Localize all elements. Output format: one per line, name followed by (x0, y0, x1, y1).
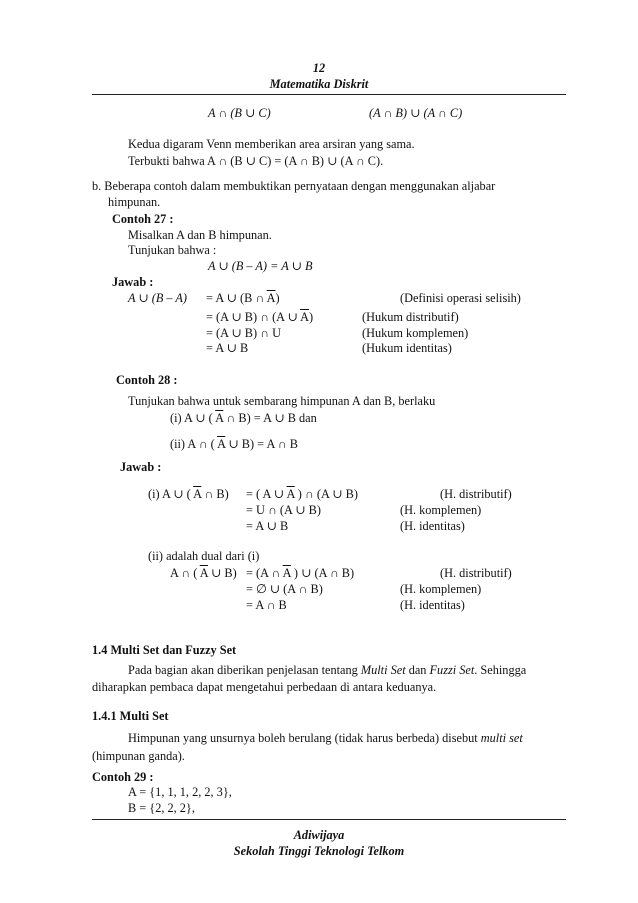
proof-28ii-step2: = ∅ ∪ (A ∩ B) (246, 582, 323, 596)
page-number: 12 (312, 61, 326, 75)
example-27-line2: Tunjukan bahwa : (128, 243, 217, 257)
footer-author: Adiwijaya (293, 828, 345, 842)
proof-28ii-step1: = (A ∩ $\overline{A}$ ) ∪ (A ∩ B) (246, 566, 355, 580)
example-28-answer-label: Jawab : (120, 460, 162, 474)
example-29-line1: A = {1, 1, 1, 2, 2, 3}, (128, 785, 232, 799)
section-1-4-heading: 1.4 Multi Set dan Fuzzy Set (92, 643, 237, 657)
section-1-4-para-line2: diharapkan pembaca dapat mengetahui perbedaan di antara keduanya. (92, 680, 437, 694)
proof-28ii-reason2: (H. komplemen) (400, 582, 482, 596)
para-venn-line2: Terbukti bahwa A ∩ (B ∪ C) = (A ∩ B) ∪ (A ∩ C). (128, 154, 384, 168)
item-b-line2: himpunan. (108, 195, 161, 209)
item-b-line1: b. Beberapa contoh dalam membuktikan pernyataan dengan menggunakan aljabar (92, 179, 496, 193)
proof-28i-step1: = ( A ∪ $\overline{A}$ ) ∩ (A ∪ B) (246, 487, 358, 501)
proof-27-step1: = A ∪ (B ∩ $\overline{A}$) (206, 291, 280, 305)
proof-28ii-lhs: A ∩ ( $\overline{A}$ ∪ B) (170, 566, 237, 580)
example-29-title: Contoh 29 : (92, 770, 154, 784)
running-title: Matematika Diskrit (269, 77, 369, 91)
footer-institution: Sekolah Tinggi Teknologi Telkom (233, 844, 405, 858)
proof-27-step3: = (A ∪ B) ∩ U (206, 326, 281, 340)
proof-27-step4: = A ∪ B (206, 341, 249, 355)
example-28-intro: Tunjukan bahwa untuk sembarang himpunan A dan B, berlaku (128, 394, 436, 408)
proof-28i-reason1: (H. distributif) (440, 487, 512, 501)
header-rule (92, 94, 566, 95)
proof-27-lhs: A ∪ (B – A) (128, 291, 188, 305)
section-1-4-1-para-line2: (himpunan ganda). (92, 749, 185, 763)
example-27-line1: Misalkan A dan B himpunan. (128, 228, 272, 242)
proof-28i-step2: = U ∩ (A ∪ B) (246, 503, 321, 517)
proof-27-step2: = (A ∪ B) ∩ (A ∪ $\overline{A}$) (206, 310, 314, 324)
proof-28i-lhs: (i) A ∪ ( $\overline{A}$ ∩ B) (148, 487, 229, 501)
example-27-answer-label: Jawab : (112, 275, 154, 289)
example-27-title: Contoh 27 : (112, 212, 174, 226)
venn-caption-left: A ∩ (B ∪ C) (208, 106, 271, 120)
proof-28ii-reason1: (H. distributif) (440, 566, 512, 580)
proof-28i-reason2: (H. komplemen) (400, 503, 482, 517)
proof-28ii-reason3: (H. identitas) (400, 598, 465, 612)
proof-27-reason4: (Hukum identitas) (362, 341, 452, 355)
section-1-4-1-heading: 1.4.1 Multi Set (92, 709, 169, 723)
proof-28i-step3: = A ∪ B (246, 519, 289, 533)
proof-27-reason1: (Definisi operasi selisih) (400, 291, 521, 305)
proof-28i-reason3: (H. identitas) (400, 519, 465, 533)
footer-rule (92, 819, 566, 820)
venn-caption-right: (A ∩ B) ∪ (A ∩ C) (369, 106, 463, 120)
example-28-title: Contoh 28 : (116, 373, 178, 387)
proof-27-reason3: (Hukum komplemen) (362, 326, 469, 340)
para-venn-line1: Kedua digaram Venn memberikan area arsiran yang sama. (128, 137, 415, 151)
proof-28ii-dual-label: (ii) adalah dual dari (i) (148, 549, 260, 563)
section-1-4-1-para-line1: Himpunan yang unsurnya boleh berulang (tidak harus berbeda) disebut multi set (128, 731, 523, 745)
proof-27-reason2: (Hukum distributif) (362, 310, 459, 324)
section-1-4-para-line1: Pada bagian akan diberikan penjelasan tentang Multi Set dan Fuzzi Set. Sehingga (128, 663, 527, 677)
example-28-statement-i: (i) A ∪ ( $\overline{A}$ ∩ B) = A ∪ B dan (170, 411, 317, 425)
example-29-line2: B = {2, 2, 2}, (128, 801, 195, 815)
proof-28ii-step3: = A ∩ B (246, 598, 287, 612)
example-27-statement: A ∪ (B – A) = A ∪ B (208, 259, 313, 273)
example-28-statement-ii: (ii) A ∩ ( $\overline{A}$ ∪ B) = A ∩ B (170, 437, 298, 451)
